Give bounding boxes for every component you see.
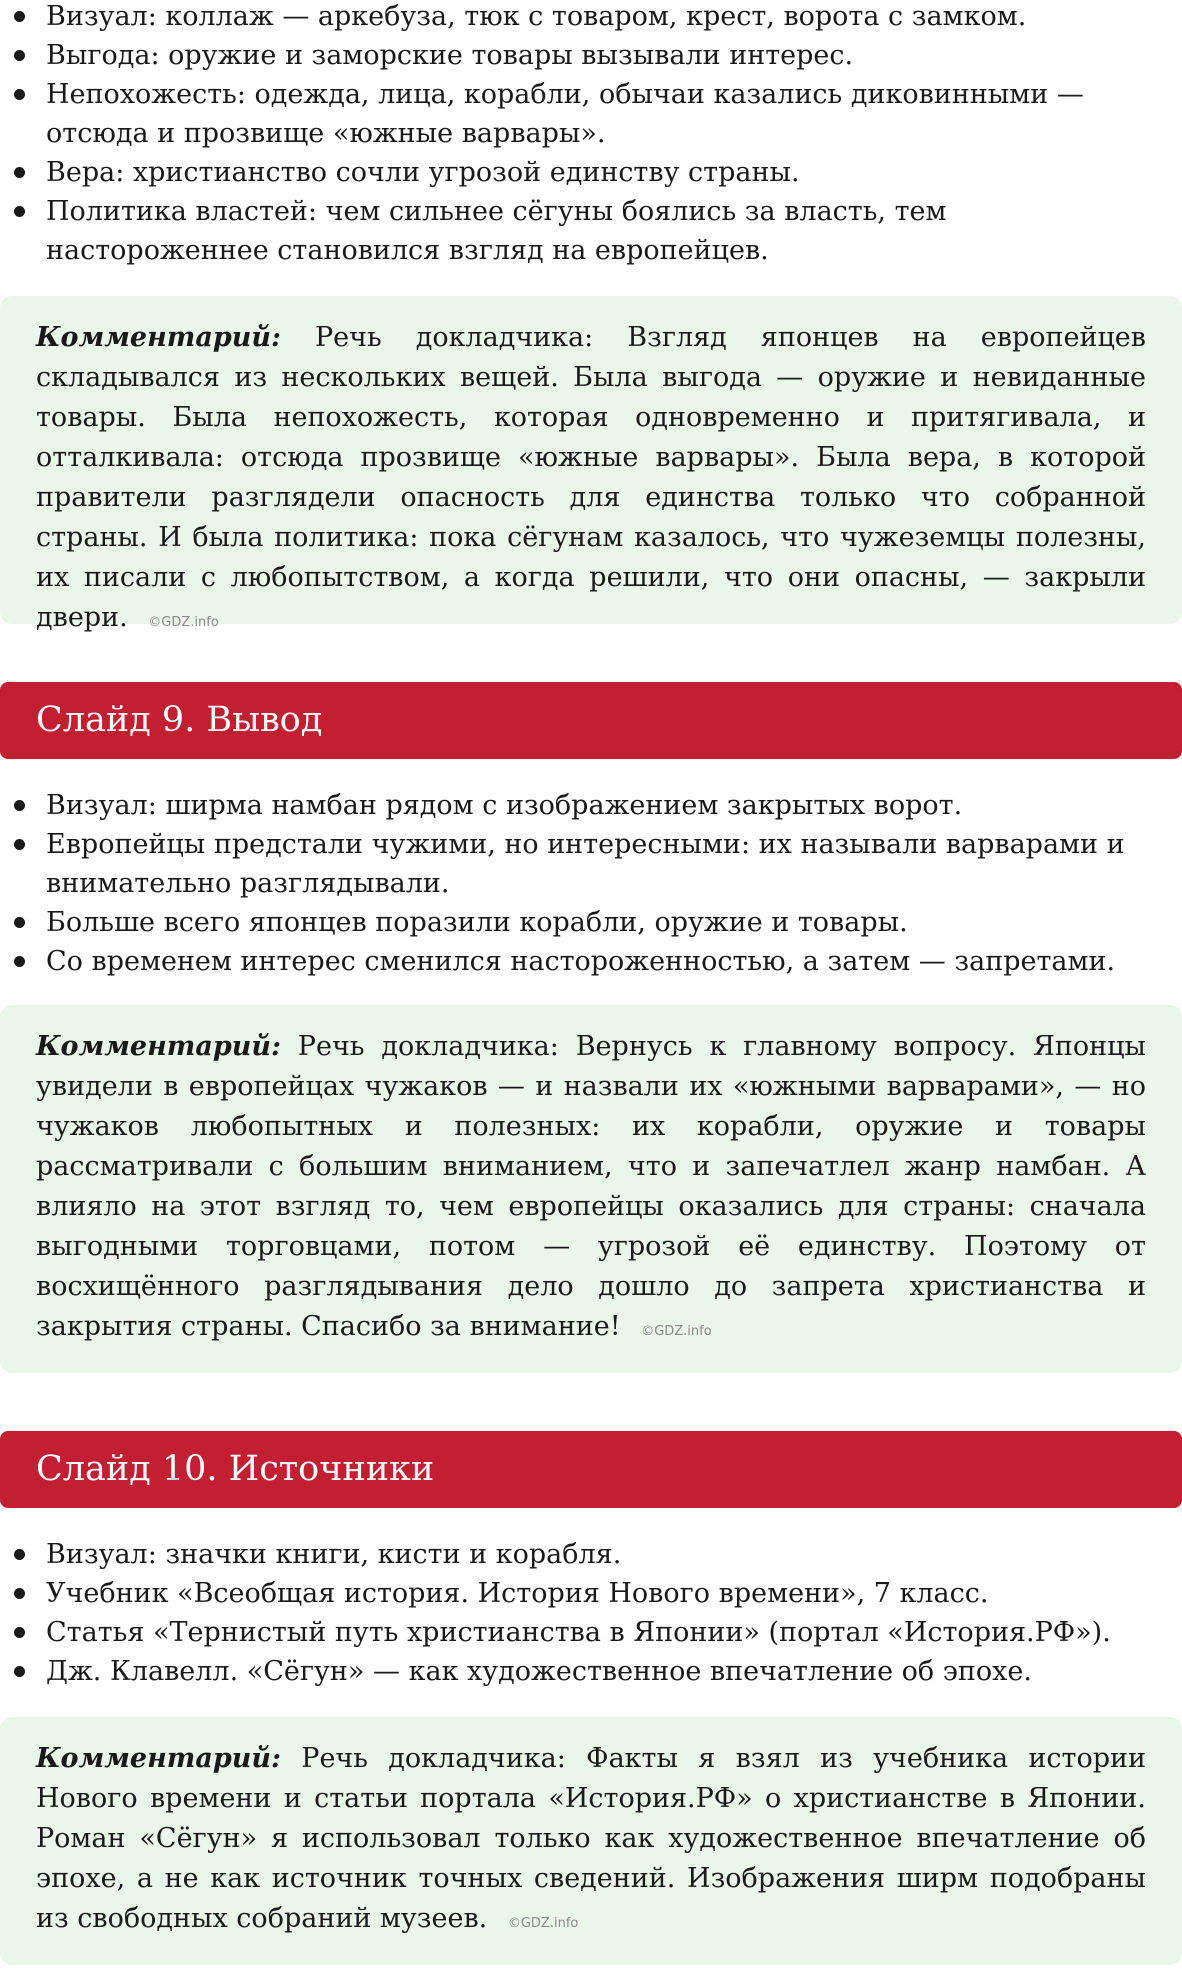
bullet-icon: [14, 89, 25, 100]
comment-box: [0, 1717, 1182, 1965]
list-item: Вера: христианство сочли угрозой единству страны.: [10, 153, 1176, 192]
bullet-icon: [14, 206, 25, 217]
slide-title: Слайд 9. Вывод: [36, 700, 323, 740]
list-item: Статья «Тернистый путь христианства в Японии» (портал «История.РФ»).: [10, 1613, 1176, 1652]
watermark-mark: ©GDZ.info: [507, 1916, 579, 1931]
slide-title: Слайд 10. Источники: [36, 1449, 435, 1489]
comment-label: Комментарий:: [36, 1031, 281, 1062]
comment-box: [0, 1005, 1182, 1373]
list-item: Выгода: оружие и заморские товары вызывали интерес.: [10, 36, 1176, 75]
list-item: Визуал: значки книги, кисти и корабля.: [10, 1535, 1176, 1574]
bullet-icon: [14, 1549, 25, 1560]
list-item: Политика властей: чем сильнее сёгуны боялись за власть, тем настороженнее становился взгляд на европейцев.: [10, 192, 1176, 270]
bullet-icon: [14, 839, 25, 850]
slide-10-bullet-list: [0, 1535, 1182, 1691]
comment-text: Речь докладчика: Факты я взял из учебника истории Нового времени и статьи портала «История.РФ» о христианстве в Японии. Роман «Сёгун» я использовал только как художественное впечатление об эпохе, а не как источник точных сведений. Изображения ширм подобраны из свободных собраний музеев.: [36, 1743, 1146, 1934]
bullet-icon: [14, 917, 25, 928]
comment-text: Речь докладчика: Вернусь к главному вопросу. Японцы увидели в европейцах чужаков — и назвали их «южными варварами», — но чужаков любопытных и полезных: их корабли, оружие и товары рассматривали с большим вниманием, что и запечатлел жанр намбан. А влияло на этот взгляд то, чем европейцы оказались для страны: сначала выгодными торговцами, потом — угрозой её единству. Поэтому от восхищённого разглядывания дело дошло до запрета христианства и закрытия страны. Спасибо за внимание!: [36, 1031, 1146, 1342]
list-item: Визуал: ширма намбан рядом с изображением закрытых ворот.: [10, 786, 1176, 825]
bullet-icon: [14, 800, 25, 811]
top-bullet-list: [0, 0, 1182, 270]
list-item: Визуал: коллаж — аркебуза, тюк с товаром, крест, ворота с замком.: [10, 0, 1176, 36]
bullet-icon: [14, 50, 25, 61]
list-item: Европейцы предстали чужими, но интересными: их называли варварами и внимательно разглядывали.: [10, 825, 1176, 903]
slide-10-bullet-block: [0, 1535, 1182, 1691]
list-item: Непохожесть: одежда, лица, корабли, обычаи казались диковинными — отсюда и прозвище «южные варвары».: [10, 75, 1176, 153]
comment-label: Комментарий:: [36, 1743, 281, 1774]
bullet-icon: [14, 167, 25, 178]
bullet-icon: [14, 956, 25, 967]
list-item: Учебник «Всеобщая история. История Нового времени», 7 класс.: [10, 1574, 1176, 1613]
bullet-icon: [14, 1627, 25, 1638]
bullet-icon: [14, 1588, 25, 1599]
slide-9-bullet-block: [0, 786, 1182, 981]
bullet-icon: [14, 1666, 25, 1677]
watermark-mark: ©GDZ.info: [148, 615, 219, 630]
slide-9-bullet-list: [0, 786, 1182, 981]
bullet-icon: [14, 11, 25, 22]
comment-text: Речь докладчика: Взгляд японцев на европейцев складывался из нескольких вещей. Была выгода — оружие и невиданные товары. Была непохожесть, которая одновременно и притягивала, и отталкивала: отсюда прозвище «южные варвары». Была вера, в которой правители разглядели опасность для единства только что собранной страны. И была политика: пока сёгунам казалось, что чужеземцы полезны, их писали с любопытством, а когда решили, что они опасны, — закрыли двери.: [36, 322, 1146, 633]
comment-label: Комментарий:: [36, 322, 281, 353]
list-item: Дж. Клавелл. «Сёгун» — как художественное впечатление об эпохе.: [10, 1652, 1176, 1691]
slide-9-header: [0, 682, 1182, 759]
watermark-mark: ©GDZ.info: [641, 1324, 712, 1339]
list-item: Со временем интерес сменился настороженностью, а затем — запретами.: [10, 942, 1176, 981]
comment-box: [0, 296, 1182, 633]
slide-10-header: [0, 1431, 1182, 1508]
top-bullet-block: [0, 0, 1182, 270]
list-item: Больше всего японцев поразили корабли, оружие и товары.: [10, 903, 1176, 942]
